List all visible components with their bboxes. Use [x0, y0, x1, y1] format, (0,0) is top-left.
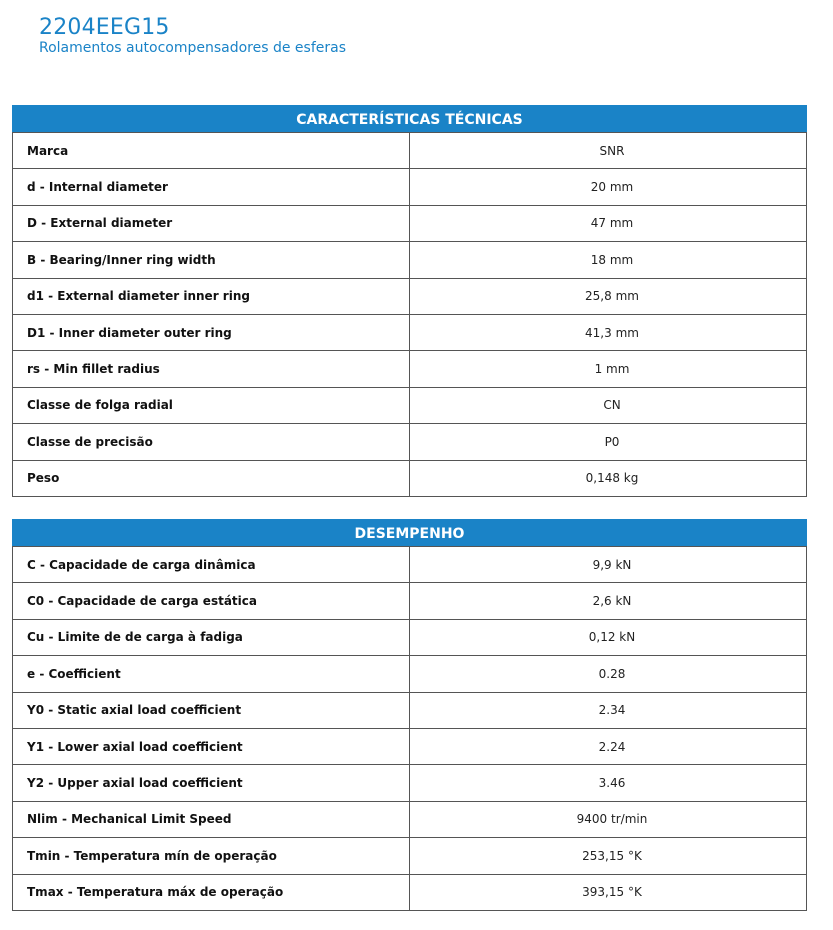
row-label: C - Capacidade de carga dinâmica [13, 547, 410, 583]
performance-section [12, 519, 807, 911]
row-value: 0,148 kg [410, 460, 807, 496]
row-value: 9,9 kN [410, 547, 807, 583]
row-label: Cu - Limite de de carga à fadiga [13, 619, 410, 655]
performance-heading: DESEMPENHO [12, 519, 807, 546]
page-subtitle: Rolamentos autocompensadores de esferas [39, 40, 346, 56]
row-value: SNR [410, 133, 807, 169]
row-value: 9400 tr/min [410, 801, 807, 837]
row-label: Nlim - Mechanical Limit Speed [13, 801, 410, 837]
table-row [13, 547, 807, 583]
row-value: 3.46 [410, 765, 807, 801]
performance-table [12, 546, 807, 911]
row-label: Peso [13, 460, 410, 496]
row-label: C0 - Capacidade de carga estática [13, 583, 410, 619]
row-label: Y2 - Upper axial load coefficient [13, 765, 410, 801]
table-row [13, 205, 807, 241]
table-row [13, 619, 807, 655]
row-label: Y1 - Lower axial load coefficient [13, 728, 410, 764]
row-label: Y0 - Static axial load coefficient [13, 692, 410, 728]
table-row [13, 387, 807, 423]
row-value: 47 mm [410, 205, 807, 241]
page-title: 2204EEG15 [39, 15, 170, 40]
technical-characteristics-heading: CARACTERÍSTICAS TÉCNICAS [12, 105, 807, 132]
table-row [13, 728, 807, 764]
table-row [13, 314, 807, 350]
table-row [13, 656, 807, 692]
row-value: 0.28 [410, 656, 807, 692]
row-label: Classe de folga radial [13, 387, 410, 423]
table-row [13, 583, 807, 619]
row-value: P0 [410, 424, 807, 460]
table-row [13, 838, 807, 874]
table-row [13, 765, 807, 801]
row-label: D - External diameter [13, 205, 410, 241]
table-row [13, 169, 807, 205]
row-value: 2,6 kN [410, 583, 807, 619]
row-value: 2.24 [410, 728, 807, 764]
table-row [13, 460, 807, 496]
row-value: 20 mm [410, 169, 807, 205]
row-label: Marca [13, 133, 410, 169]
table-row [13, 133, 807, 169]
row-value: 41,3 mm [410, 314, 807, 350]
row-value: 0,12 kN [410, 619, 807, 655]
product-header [39, 14, 346, 56]
table-row [13, 874, 807, 910]
row-value: 18 mm [410, 242, 807, 278]
row-value: CN [410, 387, 807, 423]
table-row [13, 801, 807, 837]
table-row [13, 242, 807, 278]
row-value: 393,15 °K [410, 874, 807, 910]
technical-characteristics-table [12, 132, 807, 497]
row-label: rs - Min fillet radius [13, 351, 410, 387]
table-row [13, 692, 807, 728]
row-label: d - Internal diameter [13, 169, 410, 205]
table-row [13, 424, 807, 460]
technical-characteristics-section [12, 105, 807, 497]
row-value: 1 mm [410, 351, 807, 387]
table-row [13, 351, 807, 387]
row-label: Tmin - Temperatura mín de operação [13, 838, 410, 874]
row-value: 25,8 mm [410, 278, 807, 314]
row-label: Classe de precisão [13, 424, 410, 460]
row-label: D1 - Inner diameter outer ring [13, 314, 410, 350]
table-row [13, 278, 807, 314]
row-value: 2.34 [410, 692, 807, 728]
row-label: e - Coefficient [13, 656, 410, 692]
row-value: 253,15 °K [410, 838, 807, 874]
row-label: B - Bearing/Inner ring width [13, 242, 410, 278]
row-label: Tmax - Temperatura máx de operação [13, 874, 410, 910]
row-label: d1 - External diameter inner ring [13, 278, 410, 314]
